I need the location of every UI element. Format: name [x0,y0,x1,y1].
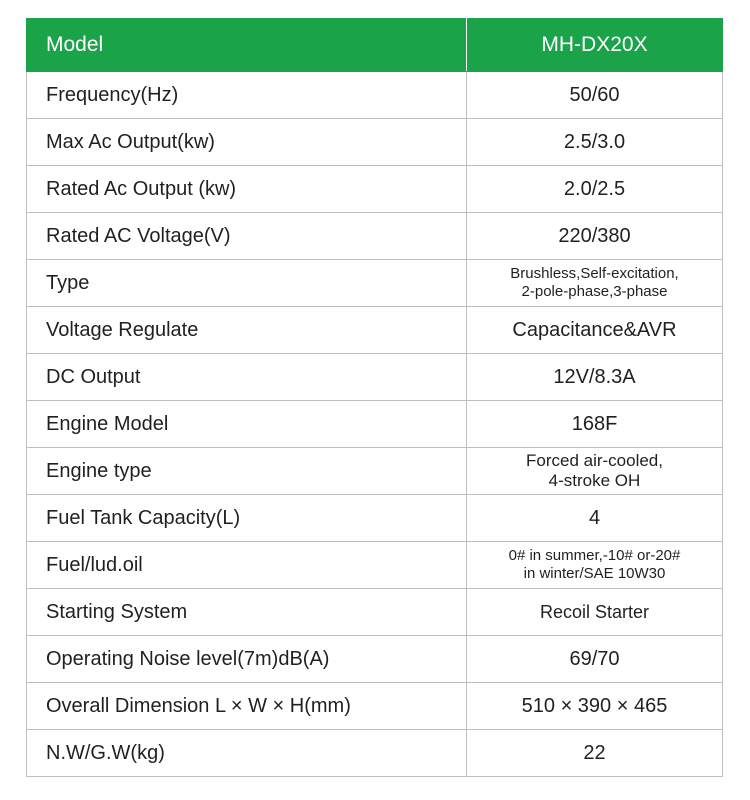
row-value: Forced air-cooled, 4-stroke OH [467,448,723,495]
row-value: Recoil Starter [467,589,723,636]
row-label: Engine type [27,448,467,495]
row-value: 12V/8.3A [467,354,723,401]
table-row [27,683,723,730]
row-value: 510 × 390 × 465 [467,683,723,730]
row-label: Type [27,260,467,307]
row-label: Rated Ac Output (kw) [27,166,467,213]
row-label: Max Ac Output(kw) [27,119,467,166]
table-row [27,213,723,260]
header-row [27,19,723,72]
row-value: 0# in summer,-10# or-20# in winter/SAE 10W30 [467,542,723,589]
table-row [27,401,723,448]
table-row [27,354,723,401]
table-row [27,589,723,636]
table-row [27,448,723,495]
row-label: Overall Dimension L × W × H(mm) [27,683,467,730]
row-label: DC Output [27,354,467,401]
table-row [27,166,723,213]
row-value: 69/70 [467,636,723,683]
header-model: MH-DX20X [467,19,723,72]
table-row [27,119,723,166]
row-label: Fuel Tank Capacity(L) [27,495,467,542]
row-value: 50/60 [467,72,723,119]
row-value: 2.5/3.0 [467,119,723,166]
row-label: Starting System [27,589,467,636]
table-row [27,495,723,542]
row-value: 4 [467,495,723,542]
row-label: N.W/G.W(kg) [27,730,467,777]
table-row [27,636,723,683]
row-value: 220/380 [467,213,723,260]
table-row [27,307,723,354]
row-label: Voltage Regulate [27,307,467,354]
row-value: 2.0/2.5 [467,166,723,213]
table-row [27,730,723,777]
row-value: Brushless,Self-excitation, 2-pole-phase,3-phase [467,260,723,307]
table-row [27,72,723,119]
row-value: Capacitance&AVR [467,307,723,354]
header-label: Model [27,19,467,72]
row-label: Engine Model [27,401,467,448]
row-label: Fuel/lud.oil [27,542,467,589]
table-row [27,260,723,307]
row-label: Frequency(Hz) [27,72,467,119]
row-label: Operating Noise level(7m)dB(A) [27,636,467,683]
table-row [27,542,723,589]
row-value: 168F [467,401,723,448]
row-label: Rated AC Voltage(V) [27,213,467,260]
spec-table [26,18,723,777]
row-value: 22 [467,730,723,777]
